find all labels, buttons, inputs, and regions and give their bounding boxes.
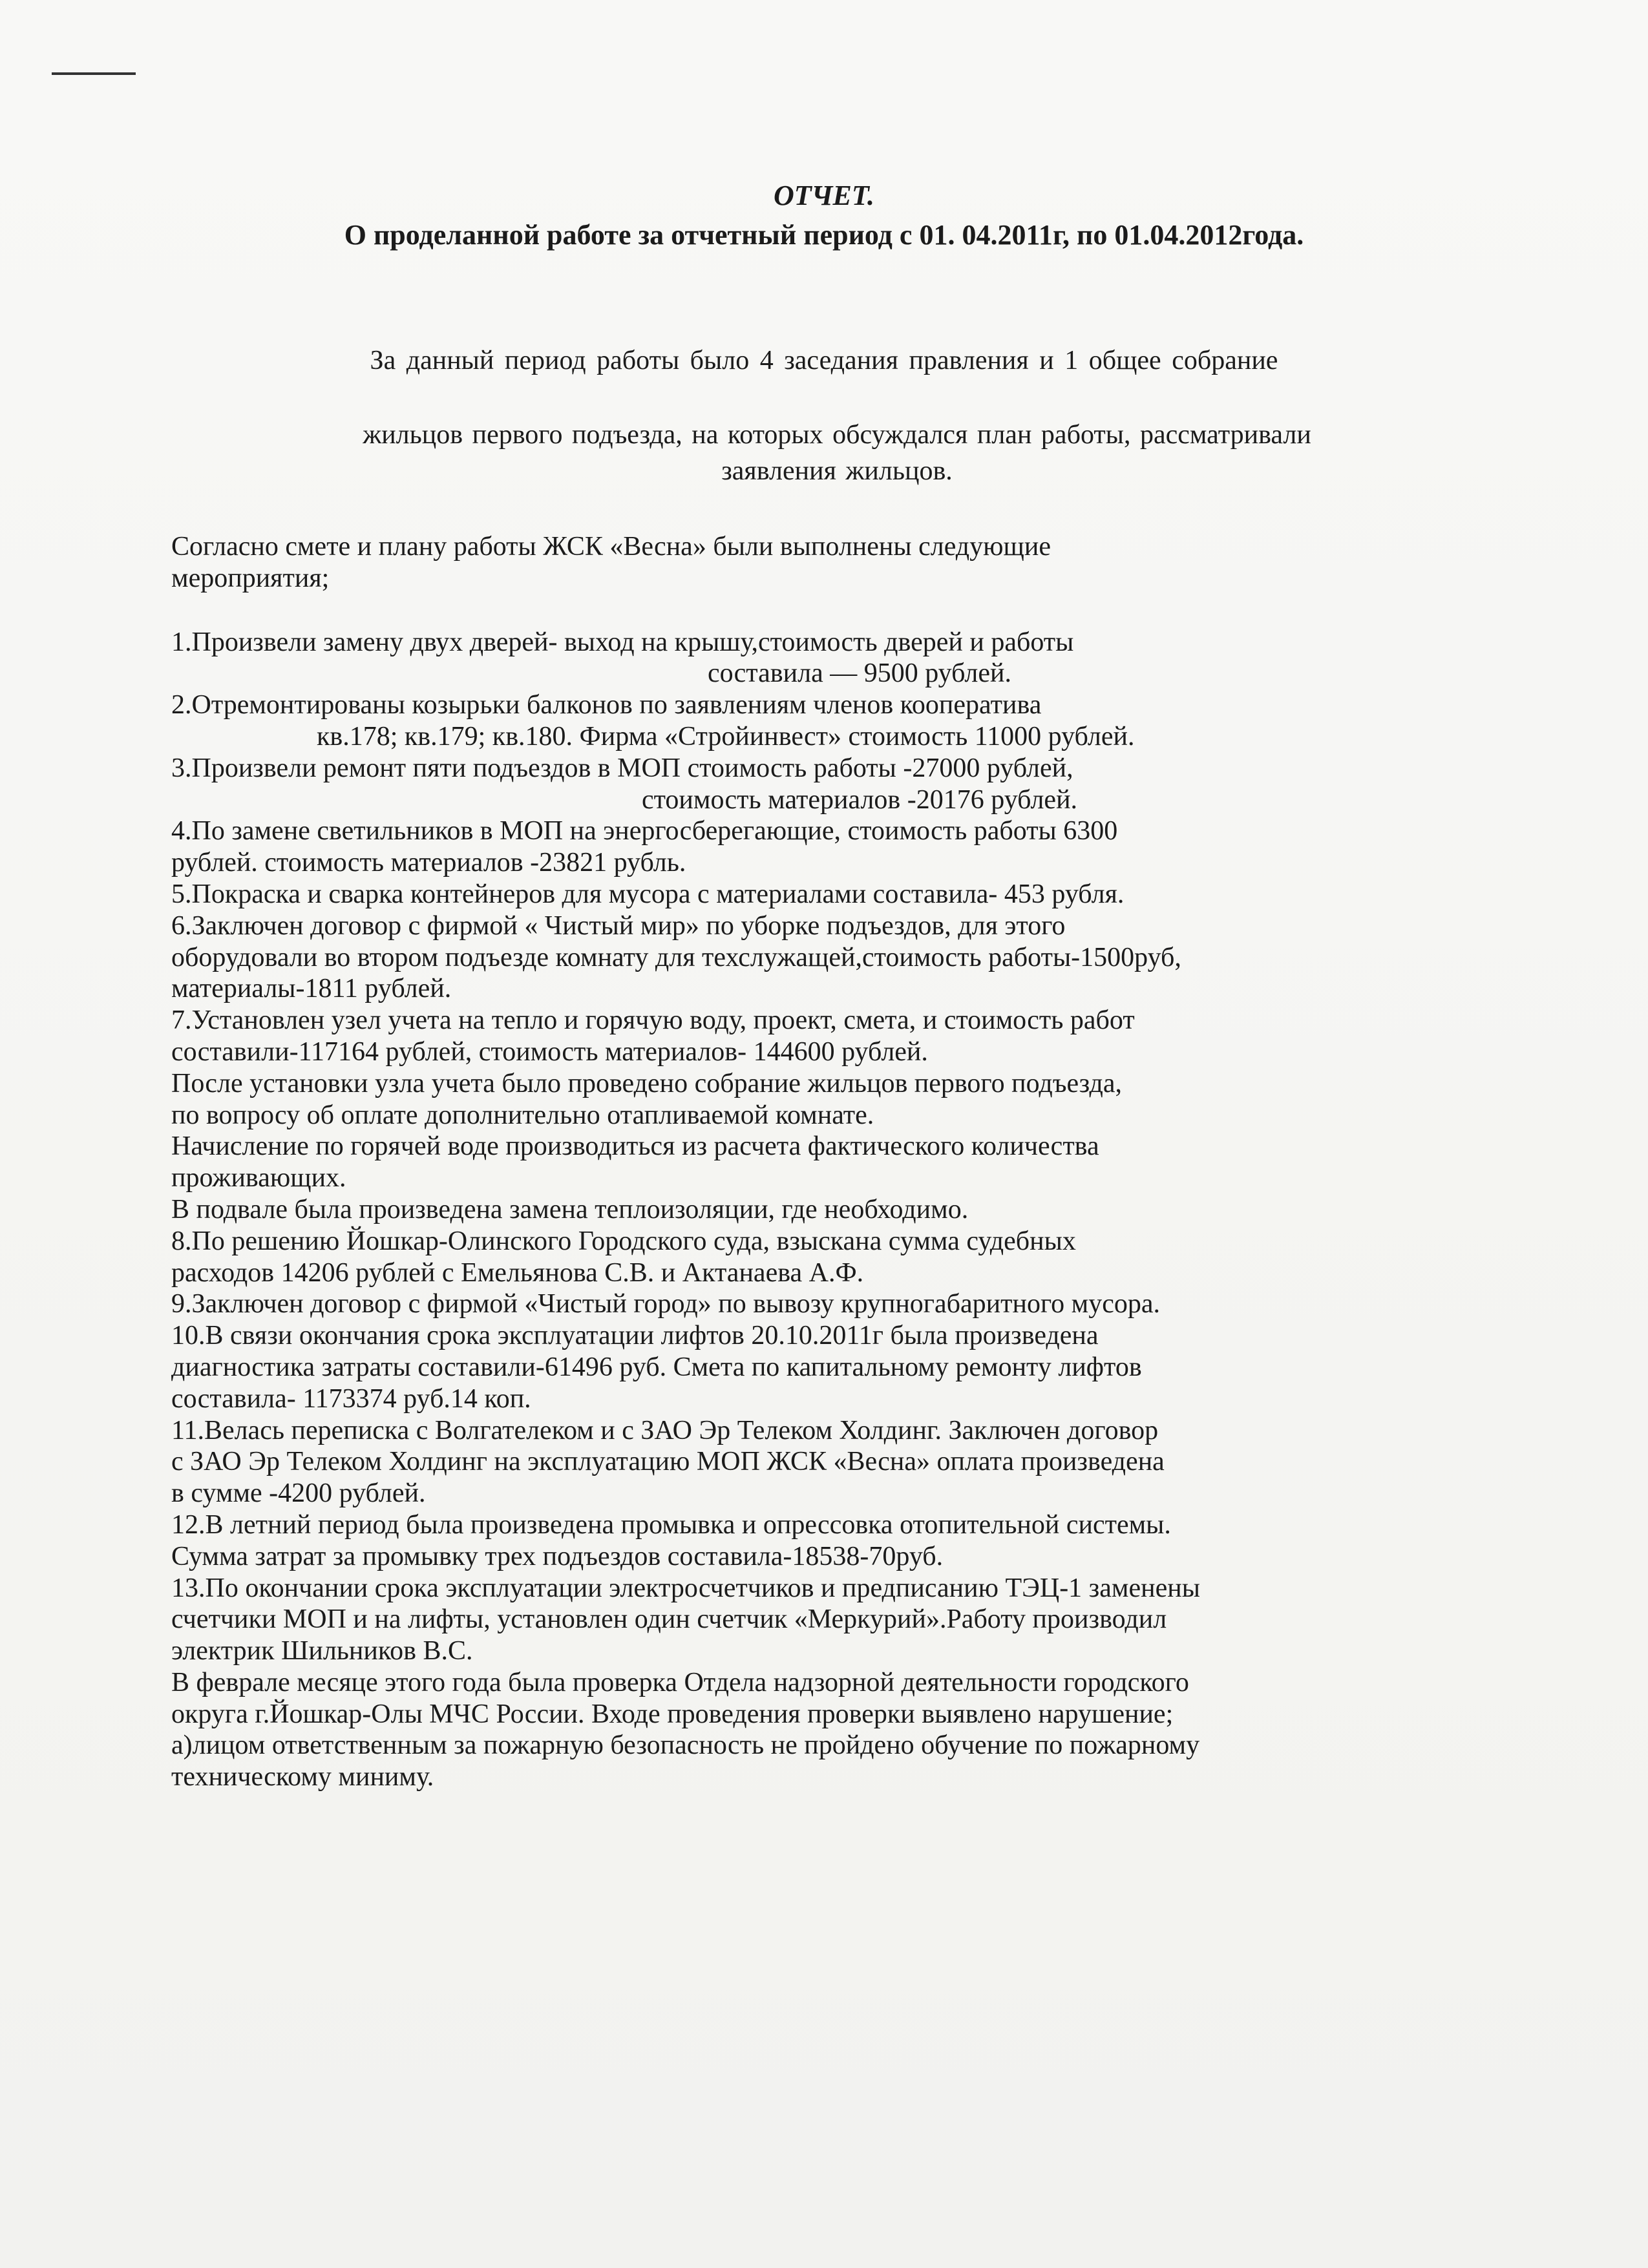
item-4-line: рублей. стоимость материалов -23821 рубль. <box>171 848 686 878</box>
item-7-line: После установки узла учета было проведено собрание жильцов первого подъезда, <box>171 1068 1122 1098</box>
final-paragraph-line: округа г.Йошкар-Олы МЧС России. Входе проведения проверки выявлено нарушение; <box>171 1699 1174 1729</box>
item-3-line: стоимость материалов -20176 рублей. <box>641 784 1078 815</box>
intro-line-1: За данный период работы было 4 заседания правления и 1 общее собрание <box>370 346 1278 375</box>
item-10-line: 10.В связи окончания срока эксплуатации лифтов 20.10.2011г была произведена <box>171 1321 1099 1351</box>
item-7-line: 7.Установлен узел учета на тепло и горячую воду, проект, смета, и стоимость работ <box>171 1005 1135 1036</box>
item-7-line: составили-117164 рублей, стоимость материалов- 144600 рублей. <box>171 1036 928 1067</box>
intro-line-3: заявления жильцов. <box>721 456 953 486</box>
item-8-line: расходов 14206 рублей с Емельянова С.В. и Актанаева А.Ф. <box>171 1257 864 1288</box>
item-6-line: оборудовали во втором подъезде комнату для техслужащей,стоимость работы-1500руб, <box>171 942 1181 972</box>
item-13-line: электрик Шильников В.С. <box>171 1636 473 1666</box>
report-title: ОТЧЕТ. <box>773 180 875 211</box>
report-body <box>171 531 1548 1793</box>
item-4-line: 4.По замене светильников в МОП на энергосберегающие, стоимость работы 6300 <box>171 816 1118 846</box>
final-paragraph-line: техническому миниму. <box>171 1762 434 1792</box>
item-1-line: составила — 9500 рублей. <box>707 658 1012 689</box>
intro-line-2: жильцов первого подъезда, на которых обсуждался план работы, рассматривали <box>363 420 1311 450</box>
spacer <box>171 594 1548 627</box>
item-12-line: 12.В летний период была произведена промывка и опрессовка отопительной системы. <box>171 1509 1171 1540</box>
item-7-line: по вопросу об оплате дополнительно отапливаемой комнате. <box>171 1100 874 1130</box>
item-11-line: с ЗАО Эр Телеком Холдинг на эксплуатацию МОП ЖСК «Весна» оплата произведена <box>171 1447 1165 1477</box>
item-11-line: в сумме -4200 рублей. <box>171 1478 426 1509</box>
item-10-line: составила- 1173374 руб.14 коп. <box>171 1383 531 1414</box>
edge-mark <box>52 72 136 75</box>
item-10-line: диагностика затраты составили-61496 руб. Смета по капитальному ремонту лифтов <box>171 1352 1142 1382</box>
item-3-line: 3.Произвели ремонт пяти подъездов в МОП стоимость работы -27000 рублей, <box>171 753 1073 783</box>
item-11-line: 11.Велась переписка с Волгателеком и с ЗАО Эр Телеком Холдинг. Заключен договор <box>171 1415 1159 1445</box>
item-2-line: 2.Отремонтированы козырьки балконов по заявлениям членов кооператива <box>171 690 1042 720</box>
report-subtitle: О проделанной работе за отчетный период с 01. 04.2011г, по 01.04.2012года. <box>344 219 1304 251</box>
lead-line-1: Согласно смете и плану работы ЖСК «Весна» были выполнены следующие <box>171 532 1051 562</box>
item-13-line: счетчики МОП и на лифты, установлен один счетчик «Меркурий».Работу производил <box>171 1604 1167 1635</box>
item-6-line: материалы-1811 рублей. <box>171 974 452 1004</box>
item-1-line: 1.Произвели замену двух дверей- выход на крышу,стоимость дверей и работы <box>171 627 1074 657</box>
lead-line-2: мероприятия; <box>171 563 330 593</box>
final-paragraph-line: В феврале месяце этого года была проверка Отдела надзорной деятельности городского <box>171 1667 1189 1697</box>
item-12-line: Сумма затрат за промывку трех подъездов составила-18538-70руб. <box>171 1541 944 1571</box>
item-7-line: В подвале была произведена замена теплоизоляции, где необходимо. <box>171 1194 969 1224</box>
item-7-line: Начисление по горячей воде производиться из расчета фактического количества <box>171 1131 1099 1162</box>
intro-paragraph <box>0 417 1648 489</box>
item-2-line: кв.178; кв.179; кв.180. Фирма «Стройинвест» стоимость 11000 рублей. <box>317 721 1135 751</box>
item-6-line: 6.Заключен договор с фирмой « Чистый мир» по уборке подъездов, для этого <box>171 910 1066 941</box>
item-13-line: 13.По окончании срока эксплуатации электросчетчиков и предписанию ТЭЦ-1 заменены <box>171 1573 1200 1603</box>
item-8-line: 8.По решению Йошкар-Олинского Городского суда, взыскана сумма судебных <box>171 1226 1076 1256</box>
item-5-line: 5.Покраска и сварка контейнеров для мусора с материалами составила- 453 рубля. <box>171 879 1125 909</box>
final-paragraph-line: а)лицом ответственным за пожарную безопасность не пройдено обучение по пожарному <box>171 1730 1200 1761</box>
item-9-line: 9.Заключен договор с фирмой «Чистый город» по вывозу крупногабаритного мусора. <box>171 1289 1161 1319</box>
item-7-line: проживающих. <box>171 1163 346 1193</box>
